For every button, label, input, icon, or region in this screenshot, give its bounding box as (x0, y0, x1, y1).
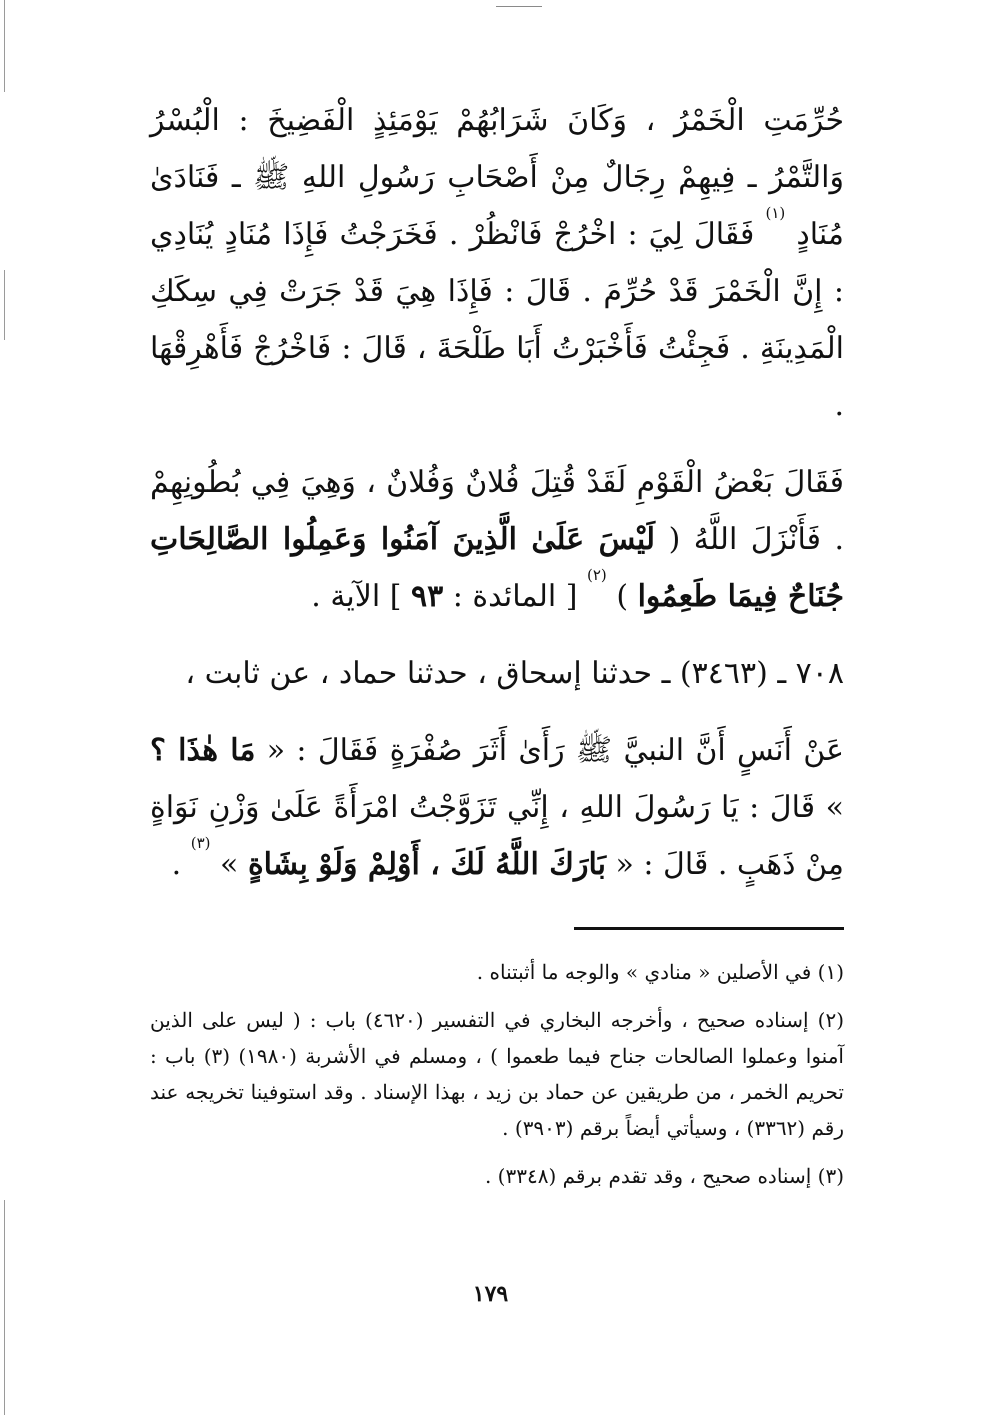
ayah-number: ٩٣ (411, 579, 444, 614)
prophet-quote: بَارَكَ اللَّهُ لَكَ ، أَوْلِمْ وَلَوْ بِشَاةٍ (247, 847, 606, 882)
scan-mark (496, 6, 542, 7)
paragraph-text: فَقَالَ بَعْضُ الْقَوْمِ لَقَدْ قُتِلَ فُلانٌ وَفُلانٌ ، وَهِيَ فِي بُطُونِهِمْ . فَأَنْزَلَ اللَّهُ ( (150, 465, 844, 557)
footnote-2: (٢) إسناده صحيح ، وأخرجه البخاري في التفسير (٤٦٢٠) باب : ( ليس على الذين آمنوا وعملوا الصالحات جناح فيما طعموا ) ، ومسلم في الأشربة (١٩٨٠) (٣) باب : تحريم الخمر ، من طريقين عن حماد بن زيد ، بهذا الإسناد . وقد استوفينا تخريجه عند رقم (٣٣٦٢) ، وسيأتي أيضاً برقم (٣٩٠٣) . (150, 1008, 844, 1140)
footnote-ref-2: (٢) (587, 566, 607, 584)
paragraph-text: » (220, 847, 239, 882)
prophet-quote: مَا هٰذَا ؟ (150, 733, 256, 768)
page-number: ١٧٩ (472, 1281, 509, 1307)
footnote-ref-1: (١) (765, 204, 786, 222)
footnote-ref-3: (٣) (190, 834, 211, 852)
paragraph-text: عَنْ أَنَسٍ أَنَّ النبيَّ ﷺ رَأَىٰ أَثَرَ صُفْرَةٍ فَقَالَ : « (266, 733, 844, 768)
paragraph-text: ) (616, 579, 629, 614)
paragraph-1 (150, 92, 844, 434)
paragraph-2 (150, 454, 844, 625)
paragraph-text: » قَالَ : يَا رَسُولَ اللهِ ، إِنِّي تَزَوَّجْتُ امْرَأَةً عَلَىٰ وَزْنِ نَوَاةٍ مِنْ ذَهَبٍ . قَالَ : « (150, 790, 844, 882)
paragraph-text: ] الآية . (311, 579, 402, 614)
footnote-3: (٣) إسناده صحيح ، وقد تقدم برقم (٣٣٤٨) . (484, 1164, 844, 1188)
scan-edge (4, 1200, 5, 1415)
page-body (150, 92, 844, 1194)
paragraph-text: فَقَالَ لِيَ : اخْرُجْ فَانْظُرْ . فَخَرَجْتُ فَإِذَا مُنَادٍ يُنَادِي : إِنَّ الْخَمْرَ قَدْ حُرِّمَ . قَالَ : فَإِذَا هِيَ قَدْ جَرَتْ فِي سِكَكِ الْمَدِينَةِ . فَجِئْتُ فَأَخْبَرْتُ أَبَا طَلْحَةَ ، قَالَ : فَاخْرُجْ فَأَهْرِقْهَا . (150, 217, 844, 423)
paragraph-text: . (171, 847, 182, 882)
scan-edge (4, 270, 5, 340)
paragraph-text: [ المائدة : (452, 579, 578, 614)
footnote-divider (574, 927, 844, 930)
hadith-header (150, 645, 844, 702)
scan-edge (4, 0, 5, 92)
hadith-isnad: ٧٠٨ ـ (٣٤٦٣) ـ حدثنا إسحاق ، حدثنا حماد ، عن ثابت ، (185, 656, 844, 691)
quran-verse: لَيْسَ عَلَىٰ الَّذِينَ آمَنُوا وَعَمِلُوا الصَّالِحَاتِ جُنَاحٌ فِيمَا طَعِمُوا (150, 522, 844, 614)
paragraph-4 (150, 722, 844, 893)
paragraph-text: حُرِّمَتِ الْخَمْرُ ، وَكَانَ شَرَابُهُمْ يَوْمَئِذٍ الْفَضِيخَ : الْبُسْرُ وَالتَّمْرُ ـ فِيهِمْ رِجَالٌ مِنْ أَصْحَابِ رَسُولِ اللهِ ﷺ ـ فَنَادَىٰ مُنَادٍ (150, 103, 844, 252)
footnote-1: (١) في الأصلين « منادي » والوجه ما أثبتناه . (476, 960, 844, 984)
